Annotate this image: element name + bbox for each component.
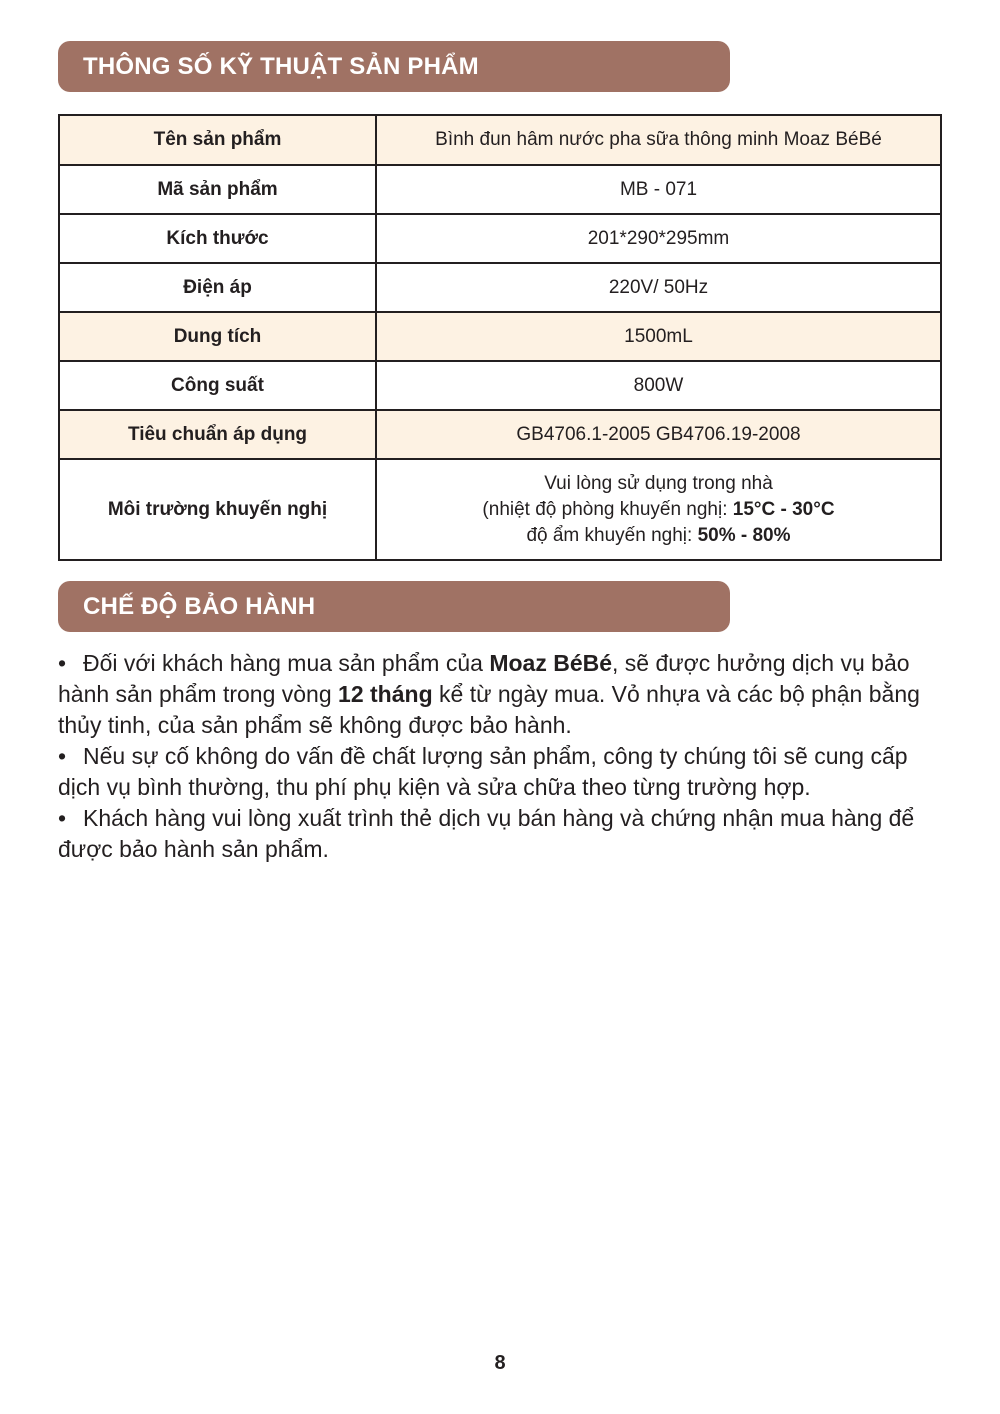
- spec-value: 220V/ 50Hz: [376, 263, 941, 312]
- list-item: [58, 741, 938, 803]
- environment-humidity-prefix: độ ẩm khuyến nghị:: [526, 524, 698, 546]
- bullet-icon: •: [58, 743, 67, 769]
- warranty-section-title: CHẾ ĐỘ BẢO HÀNH: [58, 581, 730, 632]
- table-row: [59, 263, 941, 312]
- warranty-text: Khách hàng vui lòng xuất trình thẻ dịch vụ bán hàng và chứng nhận mua hàng để được bảo hành sản phẩm.: [58, 805, 915, 862]
- spec-table: [58, 114, 942, 561]
- brand-name: Moaz BéBé: [489, 650, 613, 676]
- environment-line-2: [385, 497, 932, 523]
- environment-humidity-range: 50% - 80%: [697, 524, 791, 546]
- table-row: [59, 361, 941, 410]
- spec-value: 201*290*295mm: [376, 214, 941, 263]
- bullet-icon: •: [58, 650, 67, 676]
- table-row: [59, 459, 941, 560]
- spec-label: Mã sản phẩm: [59, 165, 376, 214]
- warranty-period: 12 tháng: [338, 681, 433, 707]
- spec-value: 1500mL: [376, 312, 941, 361]
- spec-value: 800W: [376, 361, 941, 410]
- warranty-list: [58, 648, 938, 865]
- table-row: [59, 165, 941, 214]
- table-row: [59, 115, 941, 165]
- spec-value: GB4706.1-2005 GB4706.19-2008: [376, 410, 941, 459]
- spec-section-title: THÔNG SỐ KỸ THUẬT SẢN PHẨM: [58, 41, 730, 92]
- environment-line-1: Vui lòng sử dụng trong nhà: [544, 472, 773, 494]
- environment-line-3: [385, 523, 932, 549]
- list-item: [58, 803, 938, 865]
- spec-label: Dung tích: [59, 312, 376, 361]
- spec-label: Công suất: [59, 361, 376, 410]
- spec-value: MB - 071: [376, 165, 941, 214]
- environment-temp-range: 15°C - 30°C: [732, 498, 835, 520]
- table-row: [59, 214, 941, 263]
- spec-label: Môi trường khuyến nghị: [59, 459, 376, 560]
- spec-label: Điện áp: [59, 263, 376, 312]
- list-item: [58, 648, 938, 741]
- page-number: 8: [494, 1352, 506, 1374]
- environment-temp-prefix: (nhiệt độ phòng khuyến nghị:: [482, 498, 733, 520]
- spec-label: Kích thước: [59, 214, 376, 263]
- warranty-text: Nếu sự cố không do vấn đề chất lượng sản phẩm, công ty chúng tôi sẽ cung cấp dịch vụ bình thường, thu phí phụ kiện và sửa chữa theo từng trường hợp.: [58, 743, 908, 800]
- spec-label: Tiêu chuẩn áp dụng: [59, 410, 376, 459]
- table-row: [59, 312, 941, 361]
- table-row: [59, 410, 941, 459]
- warranty-text: , sẽ được hưởng dịch vụ bảo hành sản phẩm trong vòng: [58, 650, 910, 707]
- spec-label: Tên sản phẩm: [59, 115, 376, 165]
- spec-value: Bình đun hâm nước pha sữa thông minh Moaz BéBé: [376, 115, 941, 165]
- warranty-text: kể từ ngày mua. Vỏ nhựa và các bộ phận bằng thủy tinh, của sản phẩm sẽ không được bảo hành.: [58, 681, 920, 738]
- warranty-text: Đối với khách hàng mua sản phẩm của: [83, 650, 490, 676]
- bullet-icon: •: [58, 805, 67, 831]
- spec-value-environment: [376, 459, 941, 560]
